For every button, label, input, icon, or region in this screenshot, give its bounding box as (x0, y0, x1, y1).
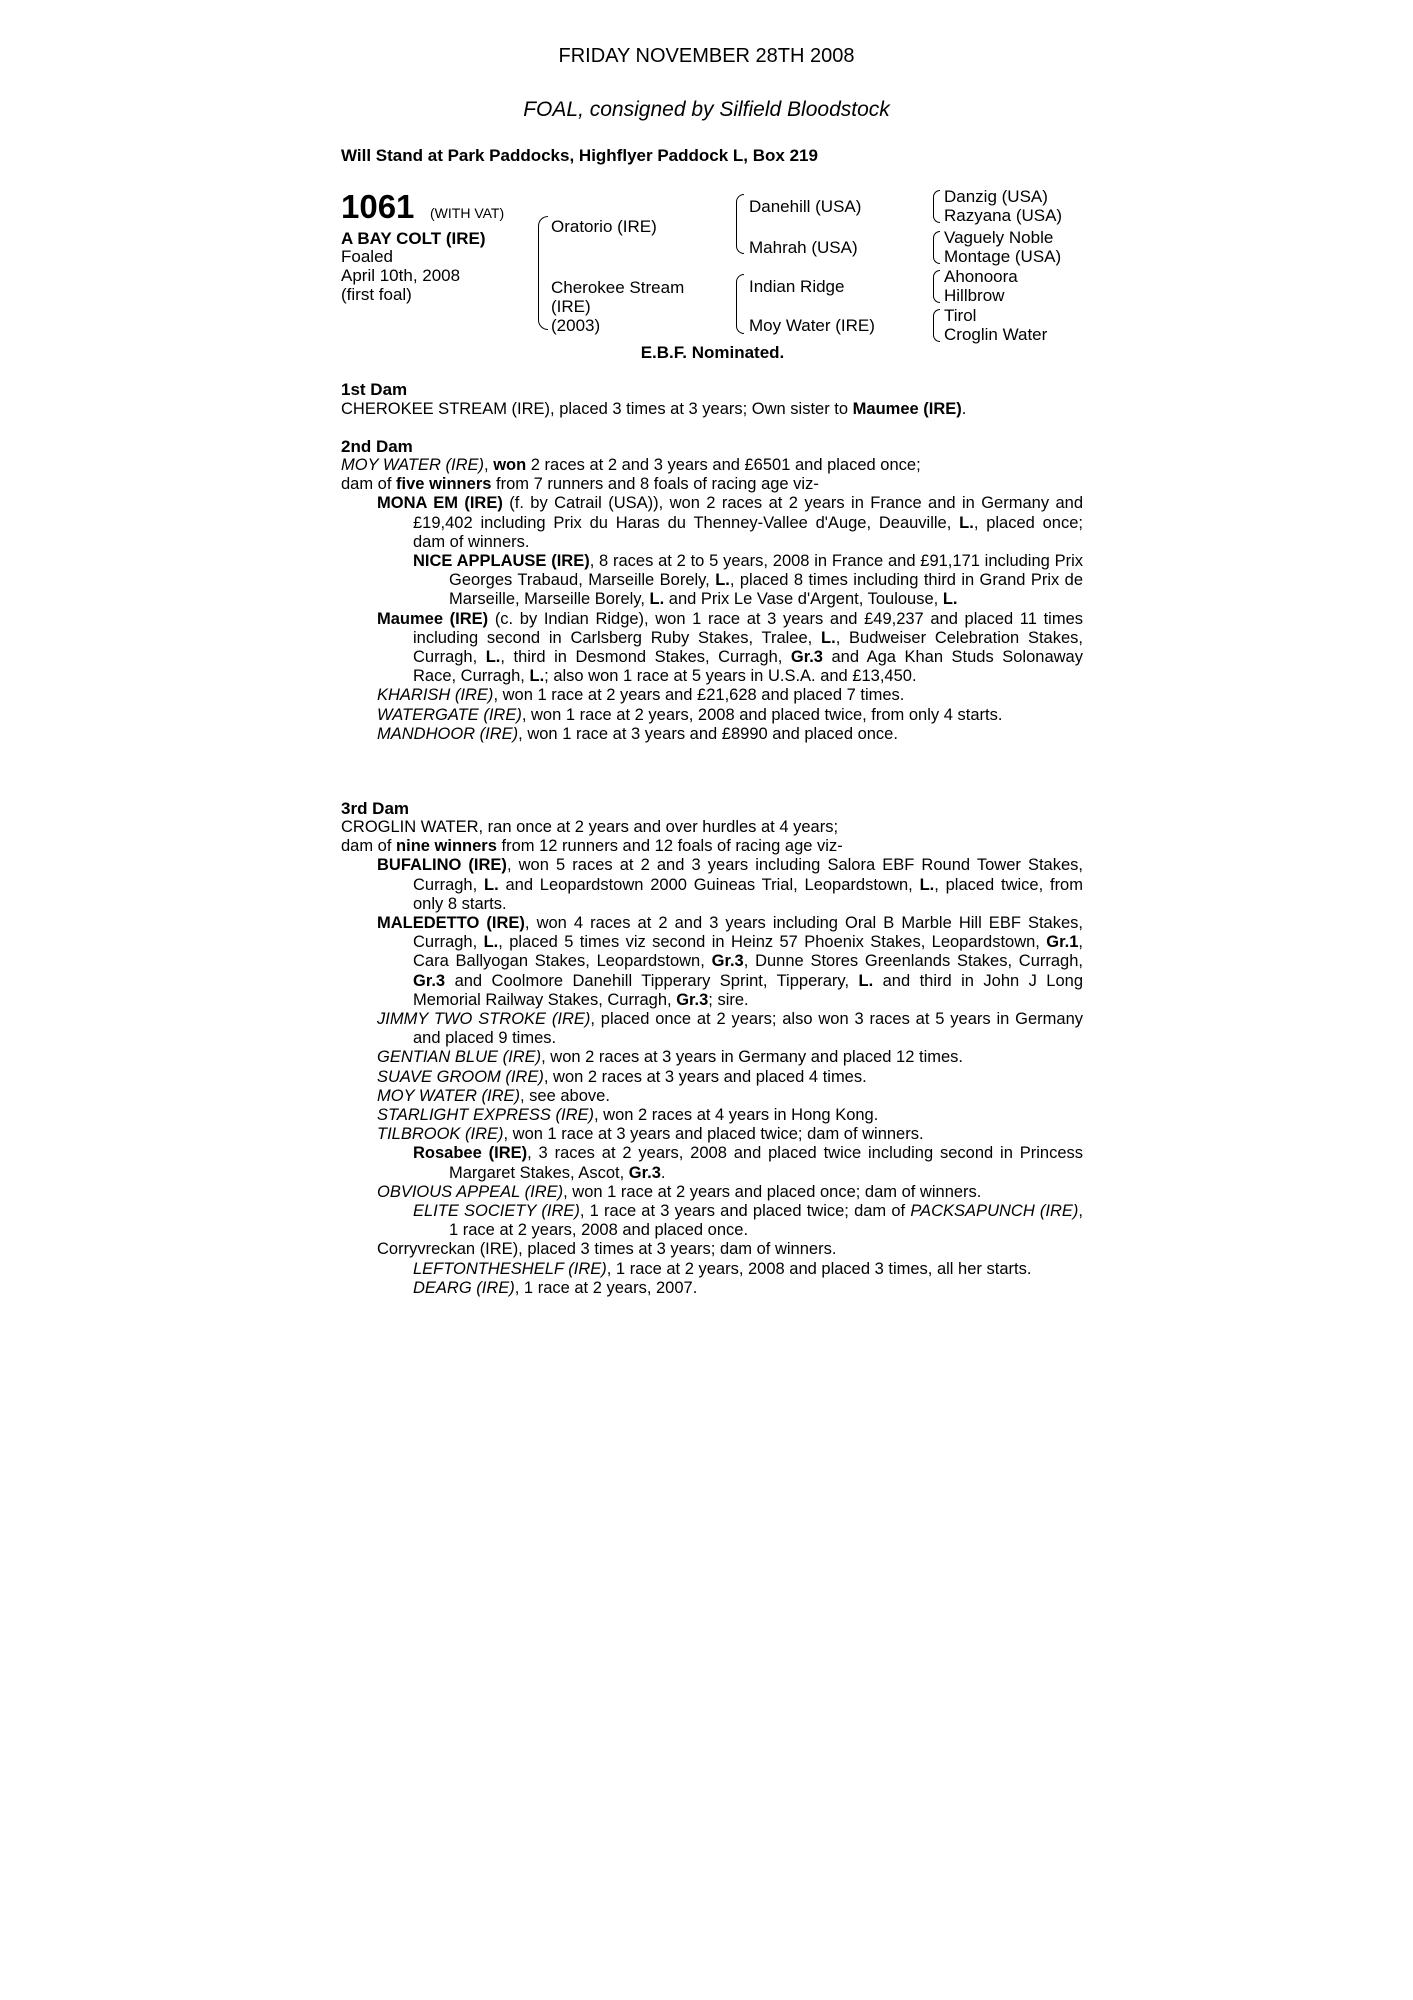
entry-rosabee: Rosabee (IRE), 3 races at 2 years, 2008 and placed twice including second in Princess Margaret Stakes, Ascot, Gr.3. (413, 1144, 1083, 1182)
first-dam-heading: 1st Dam (341, 380, 408, 399)
third-dam-section (341, 818, 1083, 1298)
pedigree-gen3-5: Ahonoora (944, 267, 1018, 286)
pedigree-brace-gen3-3 (933, 270, 940, 303)
entry-maumee: Maumee (IRE) (c. by Indian Ridge), won 1 race at 3 years and £49,237 and placed 11 times including second in Carlsberg Ruby Stakes, Tralee, L., Budweiser Celebration Stakes, Curragh, L., third in Desmond Stakes, Curragh, Gr.3 and Aga Khan Studs Solonaway Race, Curragh, L.; also won 1 race at 5 years in U.S.A. and £13,450. (377, 609, 1083, 686)
foaled-label: Foaled (341, 247, 393, 266)
entry-jimmy-two-stroke: JIMMY TWO STROKE (IRE), placed once at 2 years; also won 3 races at 5 years in Germany and placed 9 times. (377, 1010, 1083, 1048)
entry-suave-groom: SUAVE GROOM (IRE), won 2 races at 3 years and placed 4 times. (377, 1067, 867, 1086)
pedigree-gen3-8: Croglin Water (944, 325, 1048, 344)
third-dam-produce-summary: dam of nine winners from 12 runners and 12 foals of racing age viz- (341, 837, 843, 856)
third-dam-intro: CROGLIN WATER, ran once at 2 years and over hurdles at 4 years; (341, 818, 839, 836)
entry-kharish: KHARISH (IRE), won 1 race at 2 years and £21,628 and placed 7 times. (377, 686, 905, 705)
entry-moy-water: MOY WATER (IRE), see above. (377, 1086, 610, 1105)
pedigree-dam-line-2: (IRE) (551, 297, 591, 316)
entry-mona-em: MONA EM (IRE) (f. by Catrail (USA)), won 2 races at 2 years in France and in Germany and £19,402 including Prix du Haras du Thenney-Vallee d'Auge, Deauville, L., placed once; dam of winners. (377, 494, 1083, 551)
pedigree-gen3-6: Hillbrow (944, 286, 1005, 305)
entry-corryvreckan: Corryvreckan (IRE), placed 3 times at 3 years; dam of winners. (377, 1240, 837, 1259)
entry-bufalino: BUFALINO (IRE), won 5 races at 2 and 3 years including Salora EBF Round Tower Stakes, Curragh, L. and Leopardstown 2000 Guineas Trial, Leopardstown, L., placed twice, from only 8 starts. (377, 856, 1083, 913)
entry-maledetto: MALEDETTO (IRE), won 4 races at 2 and 3 years including Oral B Marble Hill EBF Stakes, Curragh, L., placed 5 times viz second in Heinz 57 Phoenix Stakes, Leopardstown, Gr.1, Cara Ballyogan Stakes, Leopardstown, Gr.3, Dunne Stores Greenlands Stakes, Curragh, Gr.3 and Coolmore Danehill Tipperary Sprint, Tipperary, L. and third in John J Long Memorial Railway Stakes, Curragh, Gr.3; sire. (377, 914, 1084, 1009)
pedigree-dam-line-1: Cherokee Stream (551, 278, 685, 297)
second-dam-heading: 2nd Dam (341, 437, 413, 456)
entry-gentian-blue: GENTIAN BLUE (IRE), won 2 races at 3 years in Germany and placed 12 times. (377, 1048, 963, 1067)
pedigree-dam-line-3: (2003) (551, 316, 601, 335)
sale-date: FRIDAY NOVEMBER 28TH 2008 (558, 45, 855, 67)
first-dam-section (341, 400, 1083, 419)
pedigree-brace-sire (736, 194, 744, 254)
entry-tilbrook: TILBROOK (IRE), won 1 race at 3 years and placed twice; dam of winners. (377, 1125, 924, 1144)
ebf-nomination: E.B.F. Nominated. (640, 343, 785, 362)
consignment-line: FOAL, consigned by Silfield Bloodstock (523, 98, 890, 121)
second-dam-intro: MOY WATER (IRE), won 2 races at 2 and 3 years and £6501 and placed once; (341, 456, 921, 474)
pedigree-gen2-4: Moy Water (IRE) (749, 316, 875, 335)
entry-nice-applause: NICE APPLAUSE (IRE), 8 races at 2 to 5 years, 2008 in France and £91,171 including Prix Georges Trabaud, Marseille Borely, L., placed 8 times including third in Grand Prix de Marseille, Marseille Borely, L. and Prix Le Vase d'Argent, Toulouse, L. (413, 552, 1084, 609)
pedigree-brace-dam (736, 274, 744, 334)
second-dam-section (341, 456, 1083, 744)
lot-title: A BAY COLT (IRE) (341, 229, 486, 248)
pedigree-brace-gen3-2 (933, 231, 940, 264)
pedigree-brace-gen3-1 (933, 190, 940, 223)
entry-starlight-express: STARLIGHT EXPRESS (IRE), won 2 races at 4 years in Hong Kong. (377, 1106, 879, 1125)
pedigree-gen2-3: Indian Ridge (749, 277, 845, 296)
lot-number: 1061 (341, 188, 415, 225)
pedigree-sire: Oratorio (IRE) (551, 217, 657, 236)
pedigree-gen3-7: Tirol (944, 306, 977, 325)
entry-watergate: WATERGATE (IRE), won 1 race at 2 years, 2008 and placed twice, from only 4 starts. (377, 705, 1003, 724)
second-dam-produce-summary: dam of five winners from 7 runners and 8 foals of racing age viz- (341, 475, 819, 494)
third-dam-heading: 3rd Dam (341, 799, 410, 818)
first-foal-note: (first foal) (341, 285, 412, 304)
entry-dearg: DEARG (IRE), 1 race at 2 years, 2007. (413, 1278, 698, 1297)
entry-leftontheshelf: LEFTONTHESHELF (IRE), 1 race at 2 years, 2008 and placed 3 times, all her starts. (413, 1259, 1032, 1278)
pedigree-brace-gen3-4 (933, 309, 940, 342)
stand-location: Will Stand at Park Paddocks, Highflyer Paddock L, Box 219 (341, 146, 818, 165)
entry-elite-society: ELITE SOCIETY (IRE), 1 race at 3 years and placed twice; dam of PACKSAPUNCH (IRE), 1 race at 2 years, 2008 and placed once. (413, 1202, 1084, 1240)
pedigree-gen3-3: Vaguely Noble (944, 228, 1054, 247)
pedigree-gen3-1: Danzig (USA) (944, 187, 1048, 206)
entry-mandhoor: MANDHOOR (IRE), won 1 race at 3 years and £8990 and placed once. (377, 724, 898, 743)
vat-note: (WITH VAT) (430, 205, 505, 221)
pedigree-gen3-4: Montage (USA) (944, 247, 1062, 266)
first-dam-text: CHEROKEE STREAM (IRE), placed 3 times at 3 years; Own sister to Maumee (IRE). (341, 400, 967, 418)
pedigree-gen2-1: Danehill (USA) (749, 197, 862, 216)
foaled-date: April 10th, 2008 (341, 266, 461, 285)
entry-obvious-appeal: OBVIOUS APPEAL (IRE), won 1 race at 2 years and placed once; dam of winners. (377, 1182, 982, 1201)
pedigree-gen2-2: Mahrah (USA) (749, 238, 858, 257)
pedigree-brace-main (538, 216, 548, 330)
pedigree-gen3-2: Razyana (USA) (944, 206, 1063, 225)
